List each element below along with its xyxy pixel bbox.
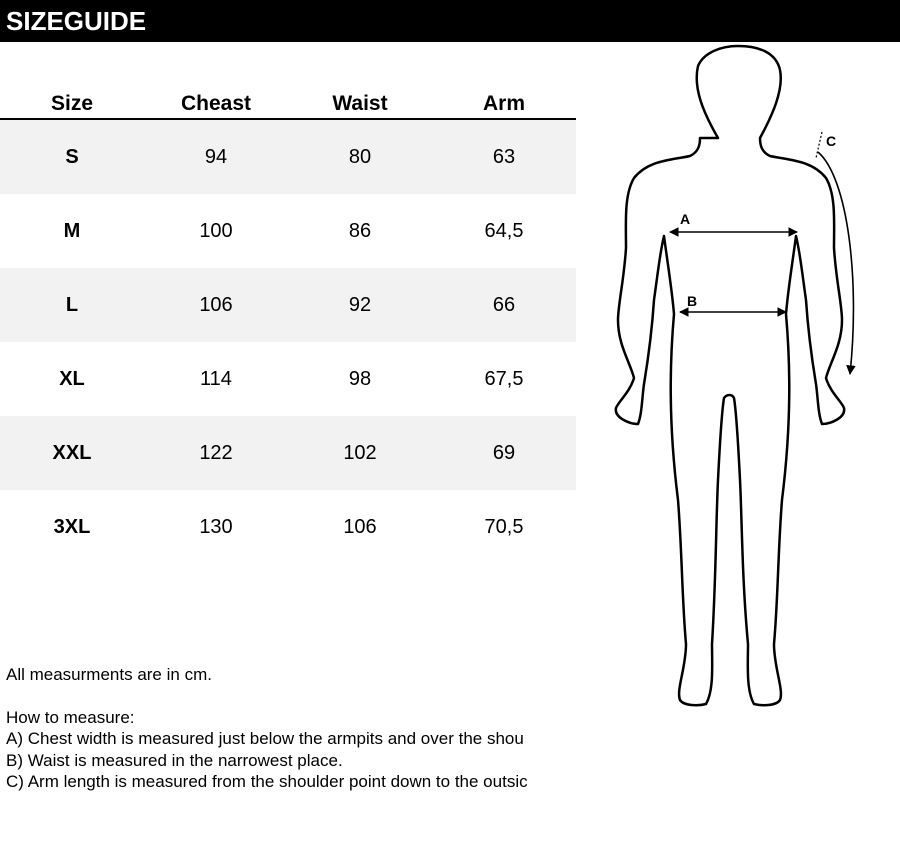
waist-cell: 106 bbox=[343, 515, 377, 538]
label-a: A bbox=[680, 211, 691, 227]
how-to-measure-title: How to measure: bbox=[6, 707, 135, 727]
chest-cell: 106 bbox=[144, 268, 288, 342]
chest-cell: 130 bbox=[199, 515, 233, 538]
page-title: SIZEGUIDE bbox=[6, 6, 147, 36]
chest-cell: 94 bbox=[144, 119, 288, 194]
arm-cell: 63 bbox=[432, 119, 576, 194]
column-header-size: Size bbox=[0, 86, 144, 119]
label-c: C bbox=[826, 133, 837, 149]
arm-cell: 66 bbox=[432, 268, 576, 342]
arm-cell: 70,5 bbox=[484, 515, 524, 538]
table-row bbox=[0, 490, 576, 564]
waist-cell: 102 bbox=[288, 416, 432, 490]
waist-cell: 98 bbox=[348, 367, 372, 390]
table-row bbox=[0, 194, 576, 268]
arm-cell: 69 bbox=[432, 416, 576, 490]
note-chest: A) Chest width is measured just below the armpits and over the shou bbox=[6, 729, 524, 748]
size-cell: S bbox=[0, 119, 144, 194]
column-header-waist: Waist bbox=[288, 86, 432, 119]
table-row bbox=[0, 268, 576, 342]
arm-cell: 67,5 bbox=[484, 367, 524, 390]
table-header-row bbox=[0, 86, 576, 119]
size-cell: L bbox=[0, 268, 144, 342]
arm-cell: 64,5 bbox=[484, 219, 524, 242]
size-cell: M bbox=[63, 219, 81, 242]
chest-cell: 122 bbox=[144, 416, 288, 490]
note-arm: C) Arm length is measured from the shoulder point down to the outsic bbox=[6, 772, 528, 791]
units-note: All measurments are in cm. bbox=[6, 665, 212, 684]
column-header-chest: Cheast bbox=[144, 86, 288, 119]
column-header-arm: Arm bbox=[432, 86, 576, 119]
waist-cell: 80 bbox=[288, 119, 432, 194]
table-row bbox=[0, 342, 576, 416]
measurement-notes bbox=[6, 664, 576, 793]
chest-cell: 114 bbox=[200, 367, 232, 390]
waist-cell: 86 bbox=[348, 219, 372, 242]
size-cell: XXL bbox=[0, 416, 144, 490]
table-row bbox=[0, 119, 576, 194]
human-body-icon bbox=[600, 44, 900, 724]
label-b: B bbox=[687, 293, 698, 309]
table-row bbox=[0, 416, 576, 490]
notes-spacer bbox=[6, 686, 576, 707]
body-outline bbox=[616, 46, 844, 705]
waist-cell: 92 bbox=[288, 268, 432, 342]
chest-cell: 100 bbox=[199, 219, 233, 242]
size-cell: 3XL bbox=[53, 515, 91, 538]
header-bar bbox=[0, 0, 900, 42]
note-waist: B) Waist is measured in the narrowest place. bbox=[6, 750, 343, 770]
size-cell: XL bbox=[59, 367, 85, 390]
size-table bbox=[0, 86, 576, 564]
